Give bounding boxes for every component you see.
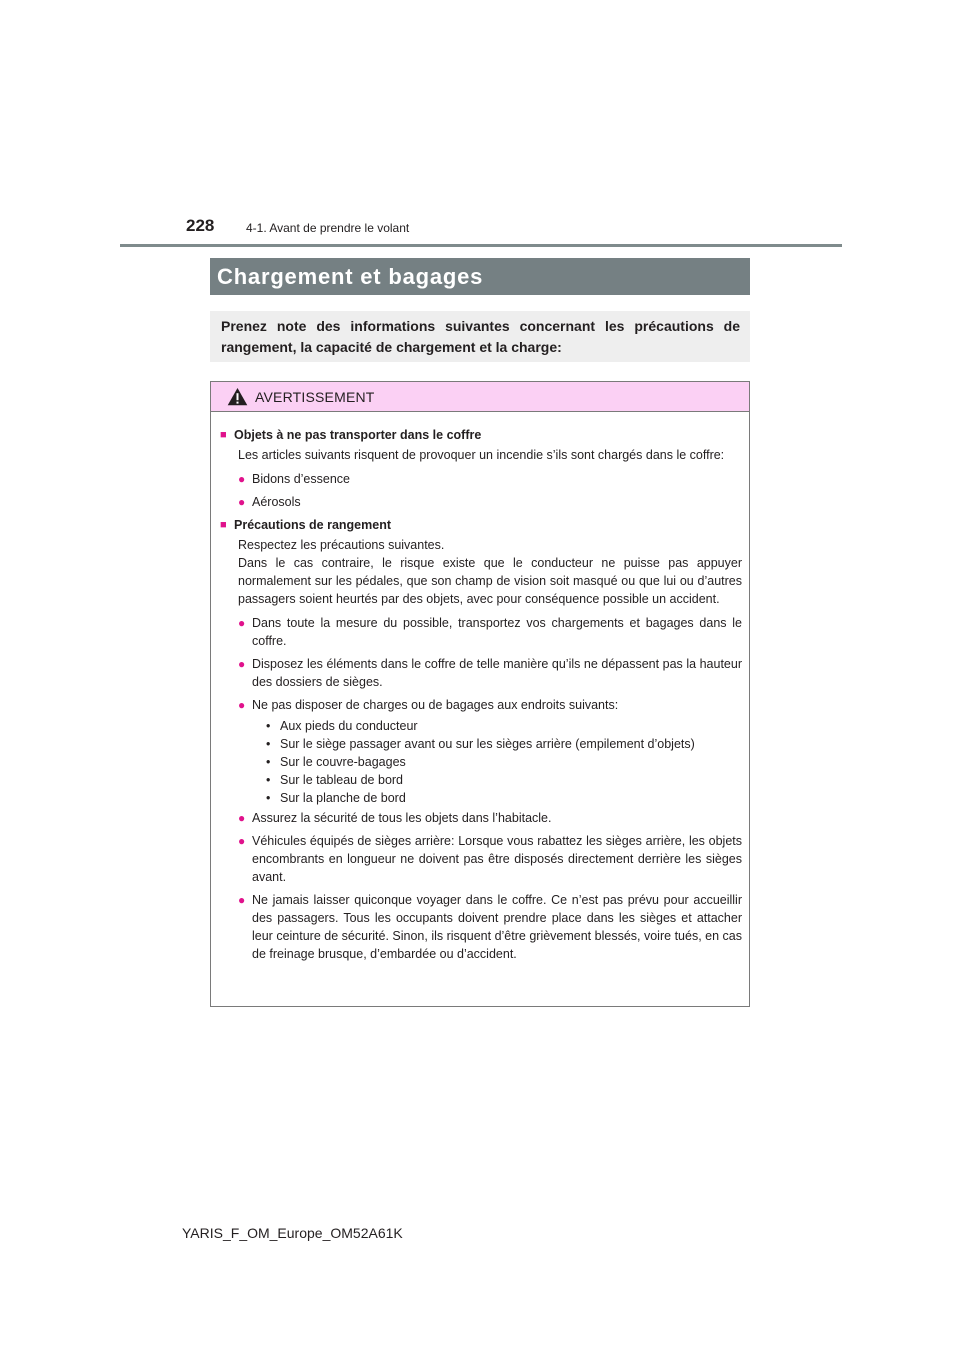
sub-list	[220, 717, 742, 807]
round-bullet-icon: ●	[238, 495, 246, 509]
round-bullet-icon: ●	[238, 893, 246, 907]
list-item-text: Aérosols	[252, 495, 301, 509]
list-item	[220, 809, 742, 827]
square-bullet-icon: ■	[220, 429, 227, 441]
list-item-text: Ne jamais laisser quiconque voyager dans le coffre. Ce n’est pas prévu pour accueillir des passagers. Tous les occupants doivent prendre place dans les sièges et attacher leur ceinture de sécurité. Sinon, ils risquent d’être grièvement blessés, voire tués, en cas de freinage brusque, d’embardée ou d’accident.	[252, 893, 742, 961]
list-item	[220, 655, 742, 691]
list-item-text: Assurez la sécurité de tous les objets dans l’habitacle.	[252, 811, 552, 825]
warning-body	[211, 412, 749, 963]
section-paragraph: Les articles suivants risquent de provoquer un incendie s’ils sont chargés dans le coffre:	[238, 448, 725, 462]
warning-header	[211, 382, 749, 412]
list-item	[220, 696, 742, 714]
square-bullet-icon: ■	[220, 519, 227, 531]
section-heading	[220, 426, 742, 444]
sub-list-item-text: Aux pieds du conducteur	[280, 719, 418, 733]
list-item	[220, 614, 742, 650]
list-item	[220, 470, 742, 488]
list-item	[220, 493, 742, 511]
small-bullet-icon: •	[266, 737, 271, 751]
round-bullet-icon: ●	[238, 657, 246, 671]
intro-text: Prenez note des informations suivantes concernant les précautions de rangement, la capacité de chargement et la charge:	[210, 311, 750, 362]
document-code: YARIS_F_OM_Europe_OM52A61K	[182, 1225, 403, 1241]
section-heading-text: Précautions de rangement	[234, 518, 391, 532]
sub-list-item-text: Sur la planche de bord	[280, 791, 406, 805]
list-item-text: Disposez les éléments dans le coffre de telle manière qu’ils ne dépassent pas la hauteur des dossiers de sièges.	[252, 657, 742, 689]
small-bullet-icon: •	[266, 773, 271, 787]
section-heading-text: Objets à ne pas transporter dans le coffre	[234, 428, 482, 442]
sub-list-item	[266, 789, 742, 807]
small-bullet-icon: •	[266, 755, 271, 769]
list-item	[220, 891, 742, 963]
list-item-text: Dans toute la mesure du possible, transportez vos chargements et bagages dans le coffre.	[252, 616, 742, 648]
round-bullet-icon: ●	[238, 472, 246, 486]
sub-list-item	[266, 717, 742, 735]
list-item-text: Ne pas disposer de charges ou de bagages aux endroits suivants:	[252, 698, 619, 712]
page-number: 228	[186, 216, 215, 235]
round-bullet-icon: ●	[238, 698, 246, 712]
warning-box	[210, 381, 750, 1007]
section-reference: 4-1. Avant de prendre le volant	[246, 221, 410, 235]
list-item-text: Bidons d’essence	[252, 472, 350, 486]
warning-triangle-icon	[227, 387, 248, 406]
sub-list-item	[266, 771, 742, 789]
header-divider	[120, 244, 842, 247]
round-bullet-icon: ●	[238, 811, 246, 825]
sub-list-item-text: Sur le tableau de bord	[280, 773, 404, 787]
small-bullet-icon: •	[266, 791, 271, 805]
sub-list-item-text: Sur le siège passager avant ou sur les sièges arrière (empilement d’objets)	[280, 737, 695, 751]
sub-list-item	[266, 735, 742, 753]
round-bullet-icon: ●	[238, 616, 246, 630]
round-bullet-icon: ●	[238, 834, 246, 848]
small-bullet-icon: •	[266, 719, 271, 733]
sub-list-item	[266, 753, 742, 771]
warning-label: AVERTISSEMENT	[255, 388, 375, 405]
section-heading	[220, 516, 742, 534]
list-item-text: Véhicules équipés de sièges arrière: Lorsque vous rabattez les sièges arrière, les objets encombrants en longueur ne doivent pas être disposés directement derrière les sièges avant.	[252, 834, 742, 884]
section-paragraph: Dans le cas contraire, le risque existe que le conducteur ne puisse pas appuyer normalement sur les pédales, que son champ de vision soit masqué ou que lui ou d’autres passagers soient heurtés par des objets, avec pour conséquence possible un accident.	[238, 556, 742, 606]
page-title: Chargement et bagages	[210, 258, 750, 295]
sub-list-item-text: Sur le couvre-bagages	[280, 755, 406, 769]
list-item	[220, 832, 742, 886]
section-paragraph: Respectez les précautions suivantes.	[238, 538, 445, 552]
